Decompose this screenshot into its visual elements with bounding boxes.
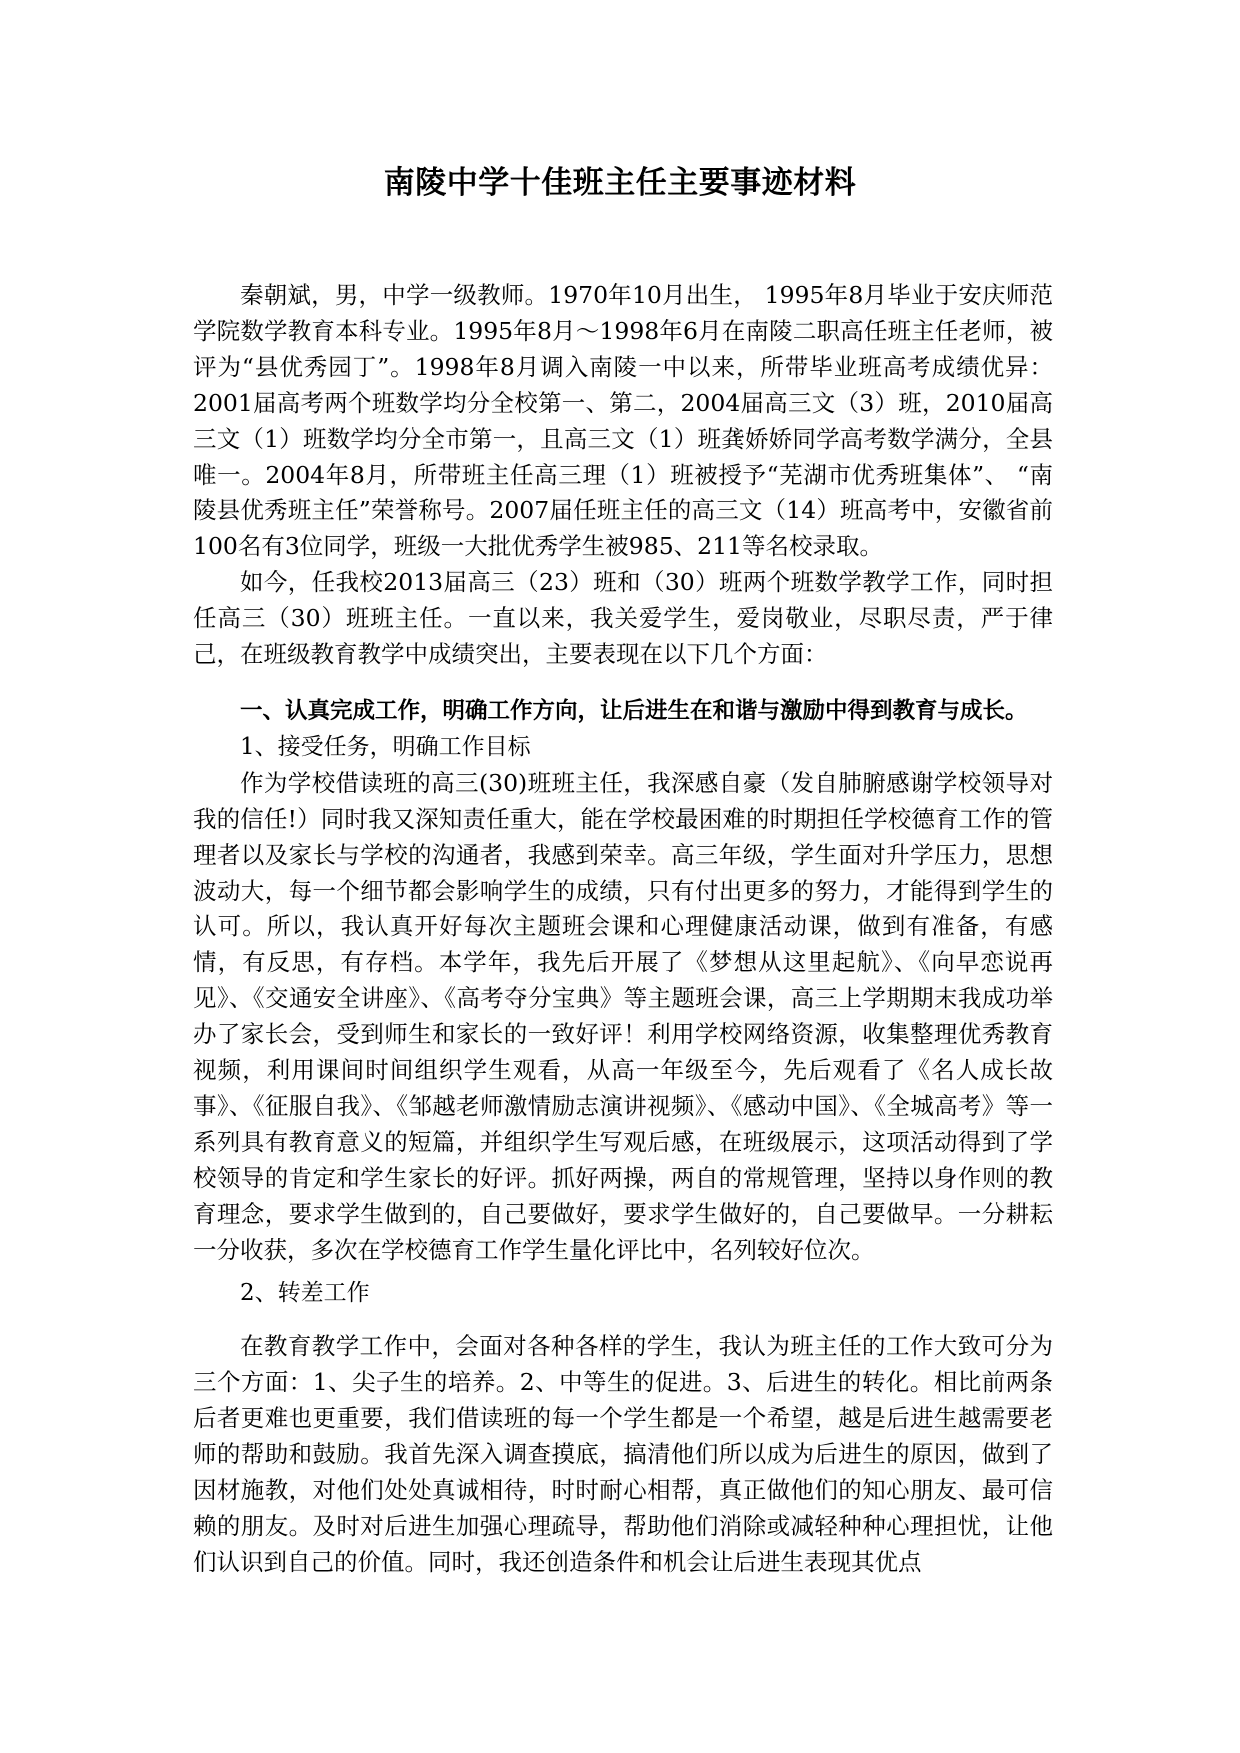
document-body — [193, 278, 1053, 1581]
section-heading-1: 一、认真完成工作，明确工作方向，让后进生在和谐与激励中得到教育与成长。 — [240, 697, 1028, 724]
subheading-2: 2、转差工作 — [240, 1280, 370, 1307]
paragraph-student-transformation: 在教育教学工作中，会面对各种各样的学生，我认为班主任的工作大致可分为三个方面：1、尖子生的培养。2、中等生的促进。3、后进生的转化。相比前两条后者更难也更重要，我们借读班的每一个学生都是一个希望，越是后进生越需要老师的帮助和鼓励。我首先深入调查摸底，搞清他们所以成为后进生的原因，做到了因材施教，对他们处处真诚相待，时时耐心相帮，真正做他们的知心朋友、最可信赖的朋友。及时对后进生加强心理疏导，帮助他们消除或减轻种种心理担忧，让他们认识到自己的价值。同时，我还创造条件和机会让后进生表现其优点 — [193, 1332, 1053, 1576]
paragraph-intro: 秦朝斌，男，中学一级教师。1970年10月出生， 1995年8月毕业于安庆师范学院数学教育本科专业。1995年8月～1998年6月在南陵二职高任班主任老师，被评为“县优秀园丁”。1998年8月调入南陵一中以来，所带毕业班高考成绩优异：2001届高考两个班数学均分全校第一、第二，2004届高三文（3）班，2010届高三文（1）班数学均分全市第一，且高三文（1）班龚娇娇同学高考数学满分，全县唯一。2004年8月，所带班主任高三理（1）班被授予“芜湖市优秀班集体”、 “南陵县优秀班主任”荣誉称号。2007届任班主任的高三文（14）班高考中，安徽省前100名有3位同学，班级一大批优秀学生被985、211等名校录取。 — [193, 281, 1053, 561]
subheading-1: 1、接受任务，明确工作目标 — [240, 733, 531, 760]
document-title: 南陵中学十佳班主任主要事迹材料 — [383, 165, 857, 201]
paragraph-class-management: 作为学校借读班的高三(30)班班主任，我深感自豪（发自肺腑感谢学校领导对我的信任!）同时我又深知责任重大，能在学校最困难的时期担任学校德育工作的管理者以及家长与学校的沟通者，我感到荣幸。高三年级，学生面对升学压力，思想波动大，每一个细节都会影响学生的成绩，只有付出更多的努力，才能得到学生的认可。所以，我认真开好每次主题班会课和心理健康活动课，做到有准备，有感情，有反思，有存档。本学年，我先后开展了《梦想从这里起航》、《向早恋说再见》、《交通安全讲座》、《高考夺分宝典》等主题班会课，高三上学期期末我成功举办了家长会，受到师生和家长的一致好评！利用学校网络资源，收集整理优秀教育视频，利用课间时间组织学生观看，从高一年级至今，先后观看了《名人成长故事》、《征服自我》、《邹越老师激情励志演讲视频》、《感动中国》、《全城高考》等一系列具有教育意义的短篇，并组织学生写观后感，在班级展示，这项活动得到了学校领导的肯定和学生家长的好评。抓好两操，两自的常规管理，坚持以身作则的教育理念，要求学生做到的，自己要做好，要求学生做好的，自己要做早。一分耕耘一分收获，多次在学校德育工作学生量化评比中，名列较好位次。 — [193, 768, 1053, 1264]
paragraph-current-work: 如今，任我校2013届高三（23）班和（30）班两个班数学教学工作，同时担任高三（30）班班主任。一直以来，我关爱学生，爱岗敬业，尽职尽责，严于律己，在班级教育教学中成绩突出，主要表现在以下几个方面： — [193, 568, 1053, 669]
